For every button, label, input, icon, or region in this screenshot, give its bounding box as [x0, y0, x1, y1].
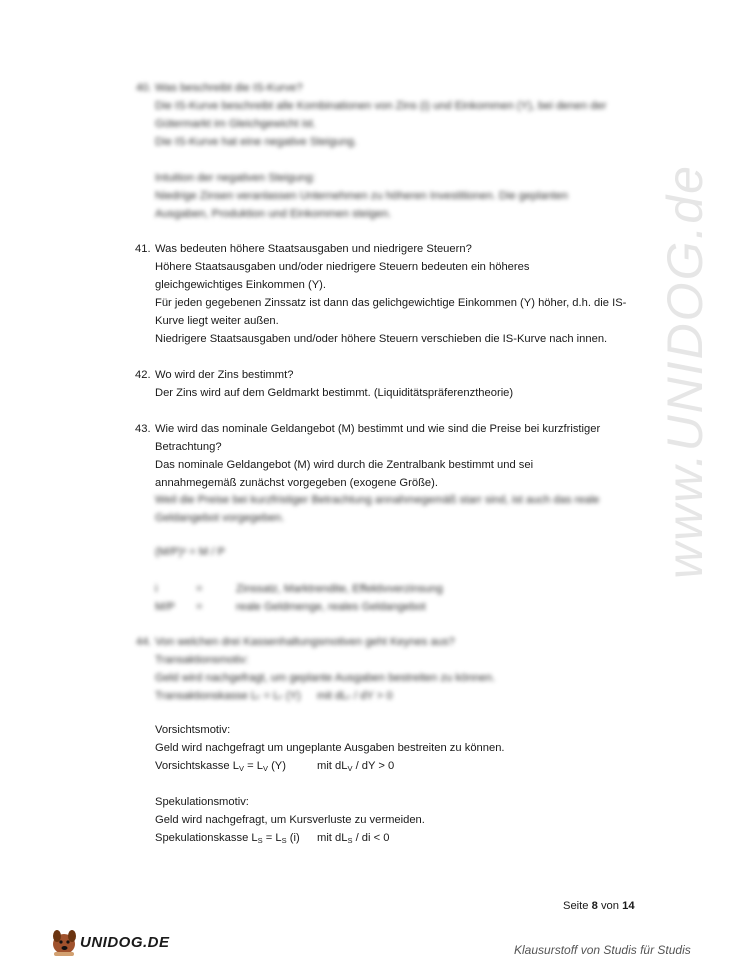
answer-line: Gütermarkt im Gleichgewicht ist.	[155, 118, 317, 130]
logo-text: UNIDOG.DE	[80, 934, 170, 951]
answer-line: Geld wird nachgefragt, um geplante Ausgaben bestreiten zu können.	[155, 672, 496, 684]
answer-line: Geld wird nachgefragt um ungeplante Ausgaben bestreiten zu können.	[155, 742, 505, 754]
definition-text: reale Geldmenge, reales Geldangebot	[236, 601, 426, 613]
formula: Transaktionskasse Lₜ = Lₜ (Y)	[155, 690, 301, 702]
question-number: 41.	[135, 243, 151, 255]
definition-symbol: i	[155, 583, 158, 595]
question-number: 40.	[136, 82, 152, 94]
formula: Spekulationskasse $L_S = L_S$ (i)	[155, 832, 300, 845]
answer-line: Niedrigere Staatsausgaben und/oder höhere Steuern verschieben die IS-Kurve nach innen.	[155, 333, 608, 345]
formula-condition: mit $dL_V$ / dY > 0	[317, 760, 395, 773]
question-text: Was bedeuten höhere Staatsausgaben und niedrigere Steuern?	[155, 243, 472, 255]
motive-title: Transaktionsmotiv:	[155, 654, 249, 666]
motive-title: Vorsichtsmotiv:	[155, 724, 231, 736]
formula-condition: mit $dL_S$ / di < 0	[317, 832, 390, 845]
formula: Vorsichtskasse $L_V = L_V$ (Y)	[155, 760, 286, 773]
answer-line: Für jeden gegebenen Zinssatz ist dann das gelichgewichtige Einkommen (Y) höher, d.h. die IS-	[155, 297, 627, 309]
question-text: Wie wird das nominale Geldangebot (M) bestimmt und wie sind die Preise bei kurzfristiger	[155, 423, 601, 435]
watermark: www.UNIDOG.de	[657, 164, 713, 579]
intuition-title: Intuition der negativen Steigung:	[155, 172, 316, 184]
unidog-logo	[50, 926, 170, 960]
answer-line: Der Zins wird auf dem Geldmarkt bestimmt. (Liquiditätspräferenztheorie)	[155, 387, 514, 399]
answer-line: Die IS-Kurve beschreibt alle Kombinationen von Zins (i) und Einkommen (Y), bei denen der	[155, 100, 607, 112]
question-number: 44.	[136, 636, 152, 648]
formula: (M/P)ˢ = M / P	[155, 546, 225, 558]
dog-icon	[50, 926, 82, 958]
motive-title: Spekulationsmotiv:	[155, 796, 249, 808]
answer-line: Niedrige Zinsen veranlassen Unternehmen zu höheren Investitionen. Die geplanten	[155, 190, 568, 202]
answer-line: Die IS-Kurve hat eine negative Steigung.	[155, 136, 358, 148]
footer-slogan: Klausurstoff von Studis für Studis	[514, 943, 691, 957]
definition-equals: =	[196, 601, 203, 613]
answer-line: Geld wird nachgefragt, um Kursverluste zu vermeiden.	[155, 814, 425, 826]
answer-line: annahmegemäß zunächst vorgegeben (exogene Größe).	[155, 477, 438, 489]
question-number: 42.	[135, 369, 151, 381]
answer-line: Geldangebot vorgegeben.	[155, 512, 285, 524]
page-number: Seite 8 von 14	[563, 900, 635, 912]
definition-symbol: M/P	[155, 601, 175, 613]
formula-condition: mit dLₜ / dY > 0	[317, 690, 393, 702]
question-text: Wo wird der Zins bestimmt?	[155, 369, 294, 381]
answer-line: Das nominale Geldangebot (M) wird durch die Zentralbank bestimmt und sei	[155, 459, 534, 471]
question-number: 43.	[135, 423, 151, 435]
answer-line: gleichgewichtiges Einkommen (Y).	[155, 279, 326, 291]
question-text: Von welchen drei Kassenhaltungsmotiven geht Keynes aus?	[155, 636, 455, 648]
answer-line: Weil die Preise bei kurzfristiger Betrachtung annahmegemäß starr sind, ist auch das reale	[155, 494, 600, 506]
answer-line: Kurve liegt weiter außen.	[155, 315, 279, 327]
answer-line: Ausgaben, Produktion und Einkommen steigen.	[155, 208, 392, 220]
definition-equals: =	[196, 583, 203, 595]
answer-line: Höhere Staatsausgaben und/oder niedrigere Steuern bedeuten ein höheres	[155, 261, 530, 273]
question-text: Betrachtung?	[155, 441, 222, 453]
question-text: Was beschreibt die IS-Kurve?	[155, 82, 303, 94]
definition-text: Zinssatz, Marktrendite, Effektivverzinsung	[236, 583, 443, 595]
